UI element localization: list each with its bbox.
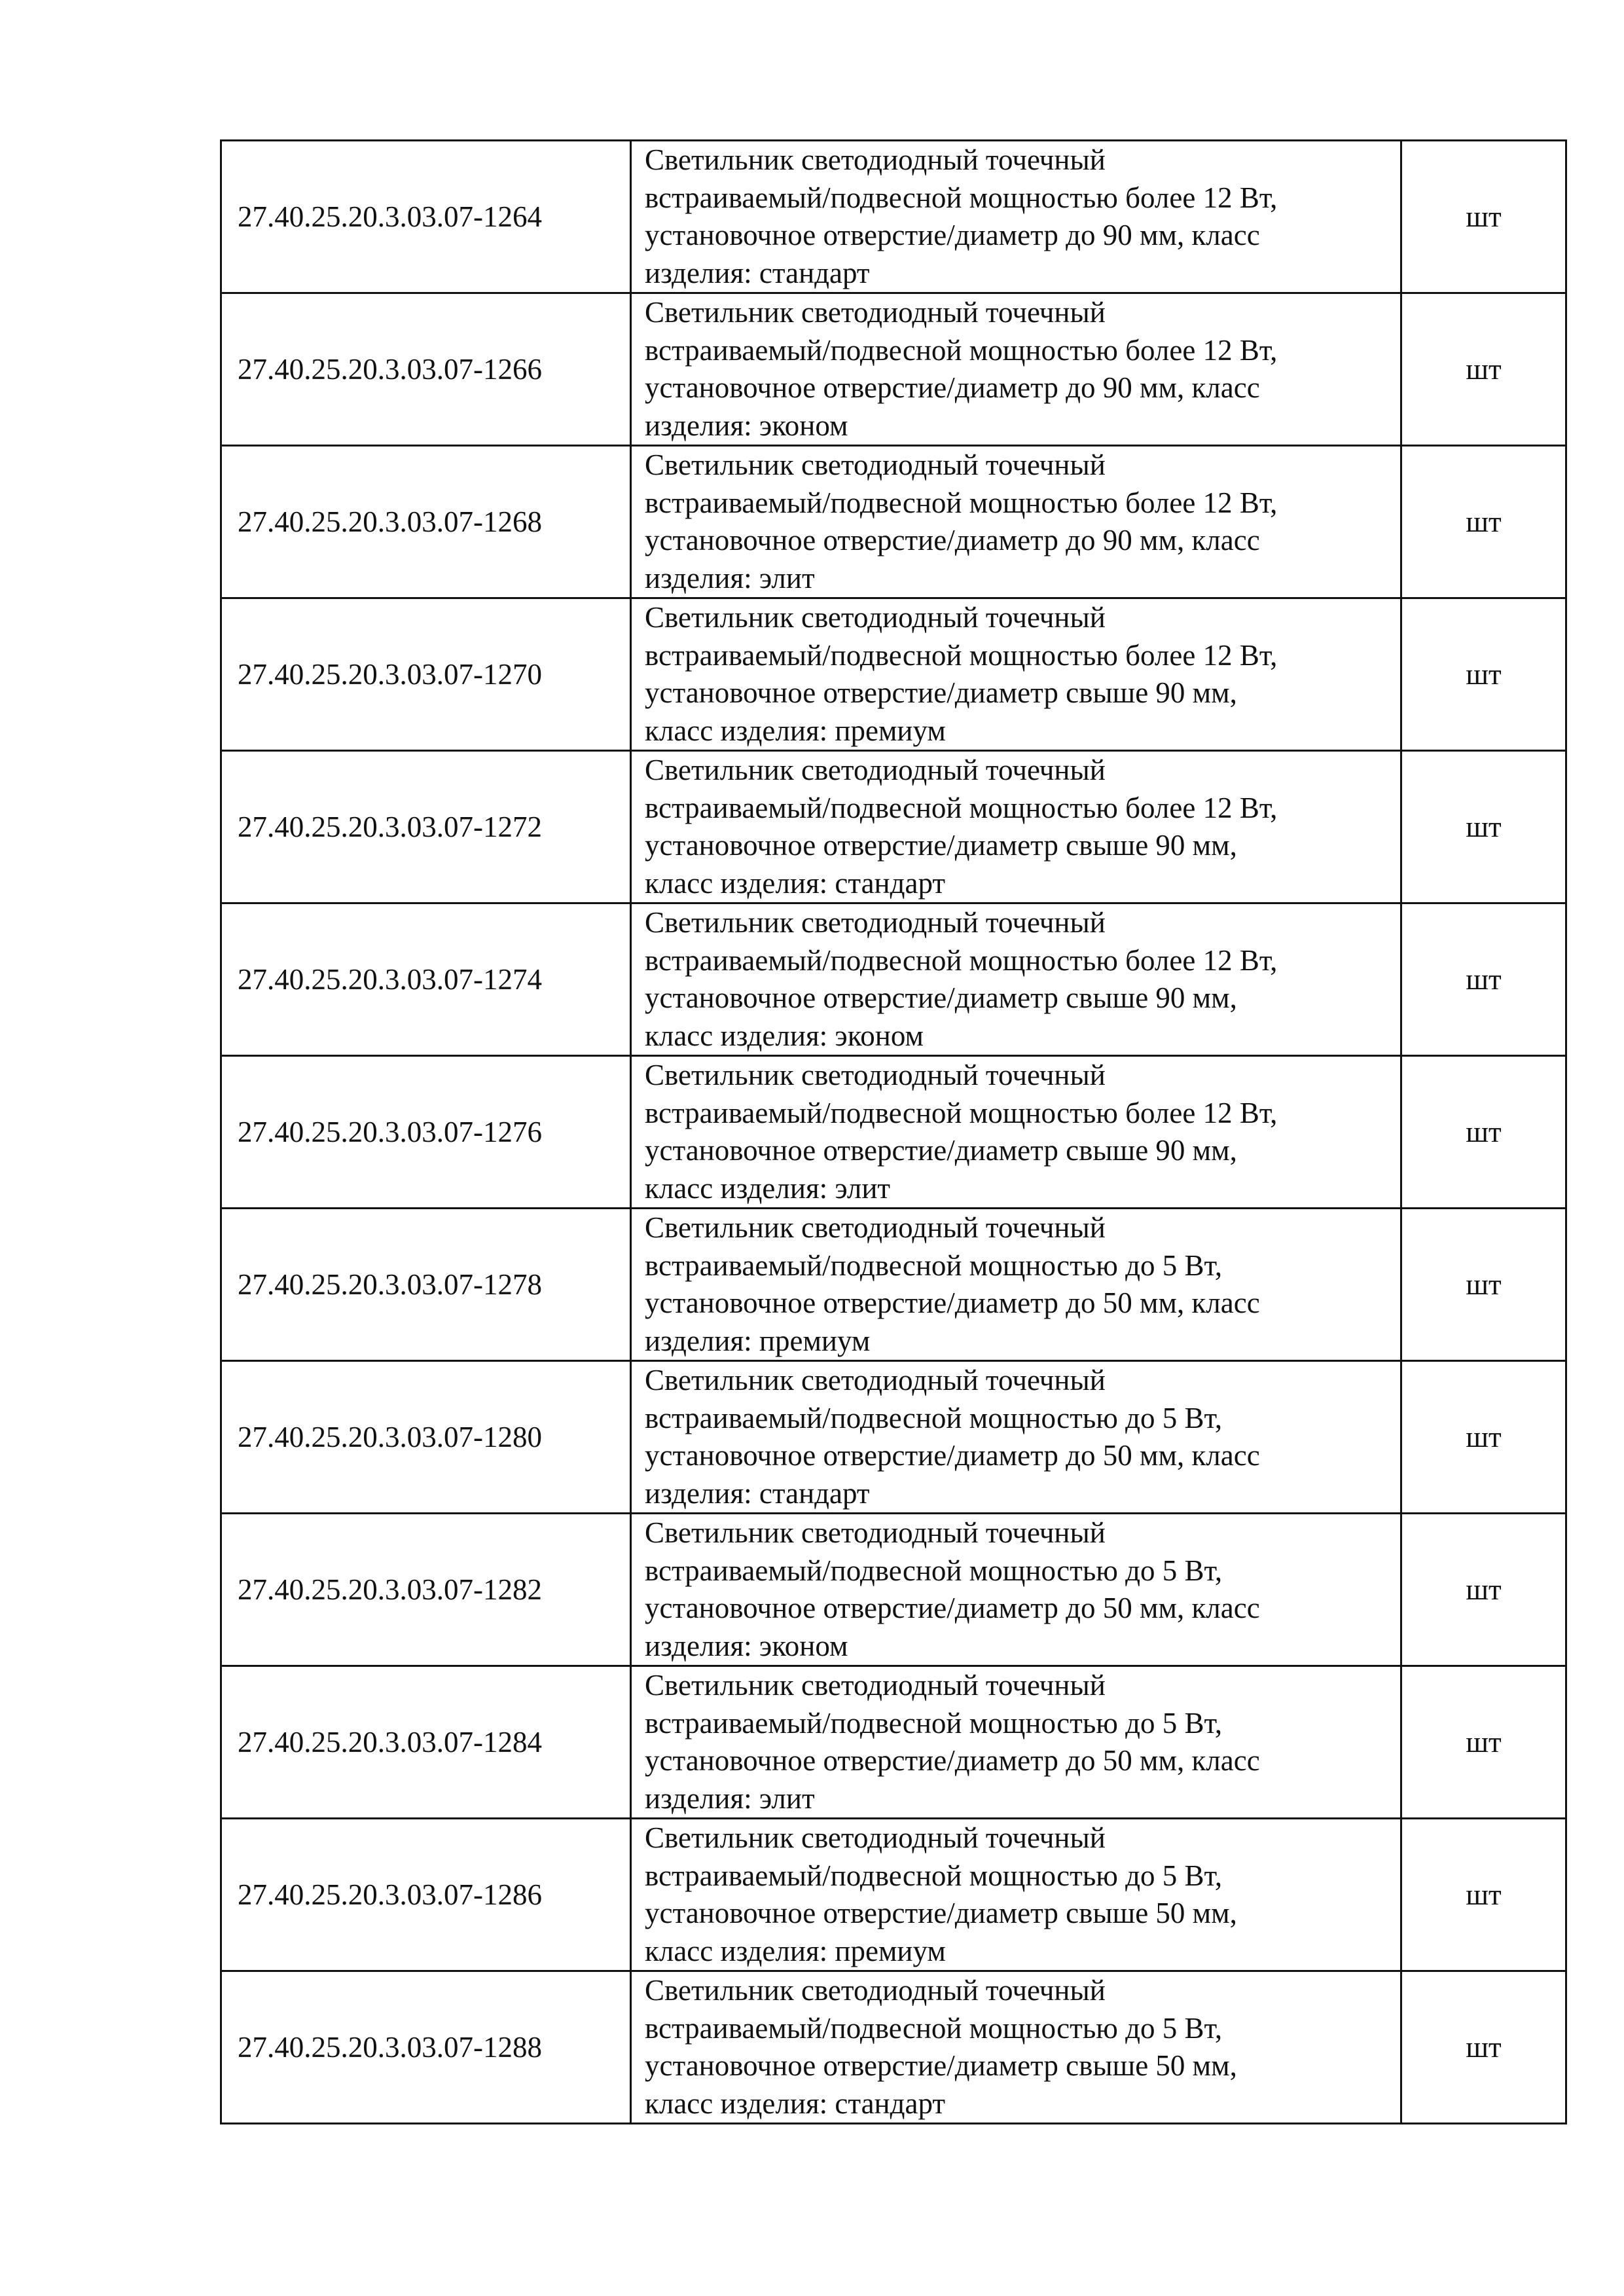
table-row [221,903,1566,1056]
resource-name-line: Светильник светодиодный точечный [645,1516,1106,1549]
resource-code: 27.40.25.20.3.03.07-1270 [221,598,631,751]
unit-of-measure: шт [1401,1514,1566,1666]
resource-name-line: Светильник светодиодный точечный [645,1821,1106,1854]
unit-of-measure: шт [1401,446,1566,598]
table-row [221,1514,1566,1666]
resource-name-line: изделия: эконом [645,1629,848,1662]
resource-code: 27.40.25.20.3.03.07-1282 [221,1514,631,1666]
resource-name-line: класс изделия: эконом [645,1019,924,1052]
unit-of-measure: шт [1401,1971,1566,2124]
resource-name-line: установочное отверстие/диаметр до 50 мм, класс [645,1286,1260,1319]
resource-name [631,293,1401,446]
resource-name-line: класс изделия: элит [645,1171,891,1205]
resource-code: 27.40.25.20.3.03.07-1284 [221,1666,631,1819]
resource-name-line: Светильник светодиодный точечный [645,448,1106,481]
resource-name-line: класс изделия: премиум [645,1934,946,1967]
resource-name-line: встраиваемый/подвесной мощностью более 12 Вт, [645,181,1278,214]
resource-name-line: установочное отверстие/диаметр до 50 мм, класс [645,1439,1260,1472]
resource-name-line: встраиваемый/подвесной мощностью более 12 Вт, [645,486,1278,519]
resource-name-line: встраиваемый/подвесной мощностью до 5 Вт, [645,1859,1223,1892]
table-row [221,446,1566,598]
resource-name [631,1361,1401,1514]
table-body [221,141,1566,2124]
unit-of-measure: шт [1401,293,1566,446]
resource-name-line: установочное отверстие/диаметр до 90 мм, класс [645,371,1260,404]
resource-code: 27.40.25.20.3.03.07-1266 [221,293,631,446]
resource-name [631,446,1401,598]
resource-name [631,141,1401,293]
resource-name-line: установочное отверстие/диаметр свыше 90 мм, [645,829,1237,862]
resource-name-line: установочное отверстие/диаметр до 90 мм, класс [645,219,1260,251]
resource-name-line: встраиваемый/подвесной мощностью более 12 Вт, [645,638,1278,672]
resource-name-line: Светильник светодиодный точечный [645,754,1106,786]
resource-name-line: изделия: эконом [645,409,848,442]
resource-name-line: установочное отверстие/диаметр свыше 90 мм, [645,981,1237,1014]
resource-name-line: Светильник светодиодный точечный [645,1974,1106,2007]
unit-of-measure: шт [1401,1209,1566,1361]
resource-name-line: Светильник светодиодный точечный [645,1669,1106,1702]
resource-name-line: встраиваемый/подвесной мощностью до 5 Вт, [645,1706,1223,1740]
unit-of-measure: шт [1401,1056,1566,1209]
resource-code: 27.40.25.20.3.03.07-1274 [221,903,631,1056]
resource-name-line: изделия: элит [645,561,815,594]
unit-of-measure: шт [1401,598,1566,751]
resource-name-line: установочное отверстие/диаметр свыше 50 мм, [645,2049,1237,2082]
resource-code: 27.40.25.20.3.03.07-1264 [221,141,631,293]
table-row [221,1361,1566,1514]
resource-name [631,1209,1401,1361]
resource-name-line: установочное отверстие/диаметр свыше 90 мм, [645,676,1237,709]
resource-name-line: встраиваемый/подвесной мощностью более 12 Вт, [645,791,1278,824]
resource-name-line: встраиваемый/подвесной мощностью до 5 Вт, [645,1554,1223,1587]
unit-of-measure: шт [1401,1819,1566,1971]
table-row [221,1971,1566,2124]
resource-name-line: изделия: премиум [645,1324,871,1357]
table-row [221,1209,1566,1361]
resource-name-line: встраиваемый/подвесной мощностью более 12 Вт, [645,943,1278,977]
resource-code: 27.40.25.20.3.03.07-1272 [221,751,631,903]
resource-name-line: изделия: элит [645,1781,815,1815]
resource-name-line: Светильник светодиодный точечный [645,601,1106,634]
resource-name-line: установочное отверстие/диаметр до 50 мм, класс [645,1592,1260,1624]
unit-of-measure: шт [1401,1361,1566,1514]
resource-name [631,1514,1401,1666]
table-row [221,598,1566,751]
resource-name-line: класс изделия: стандарт [645,2086,946,2120]
resource-code: 27.40.25.20.3.03.07-1268 [221,446,631,598]
resource-name-line: встраиваемый/подвесной мощностью до 5 Вт, [645,2011,1223,2045]
resource-name-line: встраиваемый/подвесной мощностью до 5 Вт, [645,1248,1223,1282]
table-row [221,141,1566,293]
table-row [221,1056,1566,1209]
resource-name [631,751,1401,903]
resource-name-line: Светильник светодиодный точечный [645,143,1106,176]
resource-name-line: Светильник светодиодный точечный [645,1211,1106,1244]
resource-code: 27.40.25.20.3.03.07-1280 [221,1361,631,1514]
resource-name [631,1971,1401,2124]
table-row [221,293,1566,446]
resource-table [220,139,1567,2124]
resource-name-line: изделия: стандарт [645,1476,870,1510]
resource-name [631,1666,1401,1819]
resource-code: 27.40.25.20.3.03.07-1276 [221,1056,631,1209]
resource-name-line: встраиваемый/подвесной мощностью более 12 Вт, [645,333,1278,367]
unit-of-measure: шт [1401,1666,1566,1819]
resource-name-line: установочное отверстие/диаметр свыше 50 мм, [645,1897,1237,1929]
resource-code: 27.40.25.20.3.03.07-1288 [221,1971,631,2124]
resource-name-line: встраиваемый/подвесной мощностью до 5 Вт, [645,1401,1223,1434]
resource-name-line: установочное отверстие/диаметр до 50 мм, класс [645,1744,1260,1777]
resource-name [631,1056,1401,1209]
resource-name-line: Светильник светодиодный точечный [645,1059,1106,1091]
table-row [221,1666,1566,1819]
table-row [221,1819,1566,1971]
resource-name-line: Светильник светодиодный точечный [645,1364,1106,1396]
resource-name-line: установочное отверстие/диаметр до 90 мм, класс [645,524,1260,556]
resource-name [631,598,1401,751]
resource-name-line: изделия: стандарт [645,256,870,289]
resource-name-line: Светильник светодиодный точечный [645,906,1106,939]
table-row [221,751,1566,903]
resource-name-line: Светильник светодиодный точечный [645,296,1106,329]
resource-name-line: встраиваемый/подвесной мощностью более 12 Вт, [645,1096,1278,1129]
resource-name-line: установочное отверстие/диаметр свыше 90 мм, [645,1134,1237,1167]
resource-code: 27.40.25.20.3.03.07-1286 [221,1819,631,1971]
resource-code: 27.40.25.20.3.03.07-1278 [221,1209,631,1361]
unit-of-measure: шт [1401,751,1566,903]
resource-name [631,1819,1401,1971]
resource-name-line: класс изделия: стандарт [645,866,946,900]
unit-of-measure: шт [1401,903,1566,1056]
resource-name-line: класс изделия: премиум [645,714,946,747]
resource-name [631,903,1401,1056]
unit-of-measure: шт [1401,141,1566,293]
